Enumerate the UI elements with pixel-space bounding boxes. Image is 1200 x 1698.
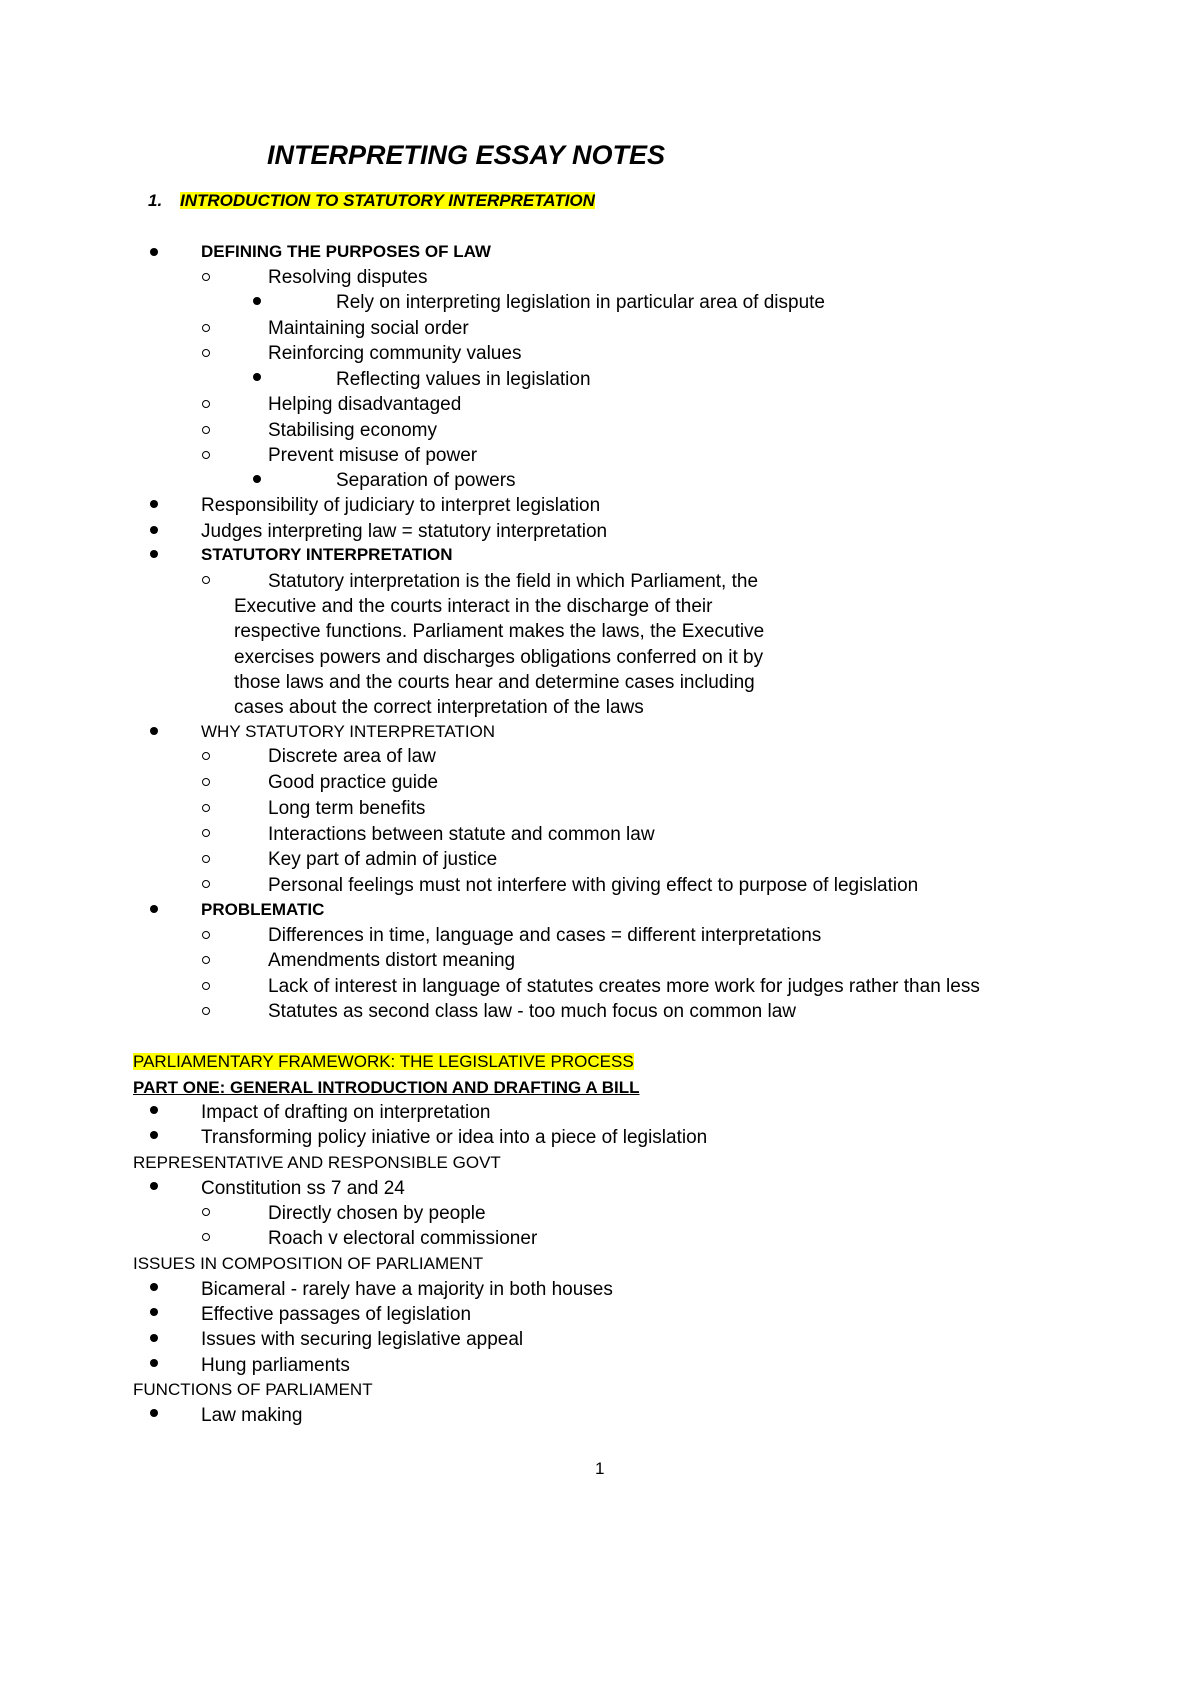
circle-bullet-icon (202, 1007, 210, 1015)
list-item: Resolving disputes (268, 267, 428, 288)
list-item: Long term benefits (268, 798, 426, 819)
list-item: Transforming policy iniative or idea into a piece of legislation (201, 1127, 708, 1148)
subsection-heading: REPRESENTATIVE AND RESPONSIBLE GOVT (133, 1153, 501, 1172)
bullet-icon (150, 526, 158, 534)
paragraph-line: respective functions. Parliament makes the laws, the Executive (234, 621, 765, 642)
paragraph-line: those laws and the courts hear and determine cases including (234, 672, 755, 693)
bullet-icon (253, 297, 261, 305)
subsection-heading: FUNCTIONS OF PARLIAMENT (133, 1380, 373, 1399)
bullet-icon (150, 1182, 158, 1190)
page-title: INTERPRETING ESSAY NOTES (267, 140, 666, 170)
list-item: Key part of admin of justice (268, 849, 498, 870)
list-item: Stabilising economy (268, 420, 437, 441)
section-number: 1. (148, 191, 163, 210)
list-item: Helping disadvantaged (268, 394, 462, 415)
circle-bullet-icon (202, 451, 210, 459)
subsection-heading: ISSUES IN COMPOSITION OF PARLIAMENT (133, 1254, 484, 1273)
purposes-heading: DEFINING THE PURPOSES OF LAW (201, 242, 491, 261)
list-item: Separation of powers (336, 470, 516, 491)
bullet-icon (150, 1131, 158, 1139)
circle-bullet-icon (202, 804, 210, 812)
circle-bullet-icon (202, 855, 210, 863)
bullet-icon (150, 500, 158, 508)
list-item: Personal feelings must not interfere with giving effect to purpose of legislation (268, 875, 919, 896)
list-item: Hung parliaments (201, 1355, 350, 1376)
section-heading: INTRODUCTION TO STATUTORY INTERPRETATION (180, 191, 595, 210)
circle-bullet-icon (202, 1208, 210, 1216)
list-item: Issues with securing legislative appeal (201, 1329, 524, 1350)
bullet-icon (150, 550, 158, 558)
bullet-icon (253, 373, 261, 381)
list-item: Judges interpreting law = statutory interpretation (201, 521, 608, 542)
list-item: Reflecting values in legislation (336, 369, 591, 390)
circle-bullet-icon (202, 778, 210, 786)
list-item: Statutes as second class law - too much focus on common law (268, 1001, 797, 1022)
page-number: 1 (595, 1459, 605, 1478)
bullet-icon (150, 1334, 158, 1342)
list-item: Rely on interpreting legislation in particular area of dispute (336, 292, 825, 313)
circle-bullet-icon (202, 576, 210, 584)
bullet-icon (150, 248, 158, 256)
list-item: Good practice guide (268, 772, 439, 793)
bullet-icon (150, 727, 158, 735)
list-item: Impact of drafting on interpretation (201, 1102, 491, 1123)
circle-bullet-icon (202, 956, 210, 964)
list-item: Effective passages of legislation (201, 1304, 472, 1325)
list-item: Reinforcing community values (268, 343, 522, 364)
list-item: Bicameral - rarely have a majority in both houses (201, 1279, 613, 1300)
paragraph-line: Executive and the courts interact in the discharge of their (234, 596, 713, 617)
list-item: Lack of interest in language of statutes creates more work for judges rather than less (268, 976, 980, 997)
list-item: Differences in time, language and cases = different interpretations (268, 925, 822, 946)
circle-bullet-icon (202, 880, 210, 888)
bullet-icon (150, 1409, 158, 1417)
list-item: Prevent misuse of power (268, 445, 478, 466)
list-item: Law making (201, 1405, 303, 1426)
bullet-icon (150, 1106, 158, 1114)
circle-bullet-icon (202, 400, 210, 408)
paragraph-line: cases about the correct interpretation of the laws (234, 697, 644, 718)
bullet-icon (253, 475, 261, 483)
statutory-heading: STATUTORY INTERPRETATION (201, 545, 453, 564)
paragraph-line: exercises powers and discharges obligations conferred on it by (234, 647, 764, 668)
list-item: Constitution ss 7 and 24 (201, 1178, 405, 1199)
circle-bullet-icon (202, 931, 210, 939)
circle-bullet-icon (202, 324, 210, 332)
bullet-icon (150, 905, 158, 913)
bullet-icon (150, 1283, 158, 1291)
section-heading: PARLIAMENTARY FRAMEWORK: THE LEGISLATIVE PROCESS (133, 1052, 634, 1071)
circle-bullet-icon (202, 273, 210, 281)
list-item: Roach v electoral commissioner (268, 1228, 538, 1249)
list-item: Amendments distort meaning (268, 950, 516, 971)
bullet-icon (150, 1308, 158, 1316)
circle-bullet-icon (202, 426, 210, 434)
paragraph-line: Statutory interpretation is the field in which Parliament, the (268, 571, 759, 592)
list-item: Maintaining social order (268, 318, 469, 339)
circle-bullet-icon (202, 982, 210, 990)
list-item: Discrete area of law (268, 746, 436, 767)
circle-bullet-icon (202, 829, 210, 837)
circle-bullet-icon (202, 752, 210, 760)
list-item: Responsibility of judiciary to interpret legislation (201, 495, 601, 516)
problematic-heading: PROBLEMATIC (201, 900, 325, 919)
why-heading: WHY STATUTORY INTERPRETATION (201, 722, 496, 741)
list-item: Directly chosen by people (268, 1203, 486, 1224)
subsection-heading: PART ONE: GENERAL INTRODUCTION AND DRAFTING A BILL (133, 1078, 640, 1097)
bullet-icon (150, 1359, 158, 1367)
list-item: Interactions between statute and common law (268, 824, 655, 845)
circle-bullet-icon (202, 1233, 210, 1241)
circle-bullet-icon (202, 349, 210, 357)
